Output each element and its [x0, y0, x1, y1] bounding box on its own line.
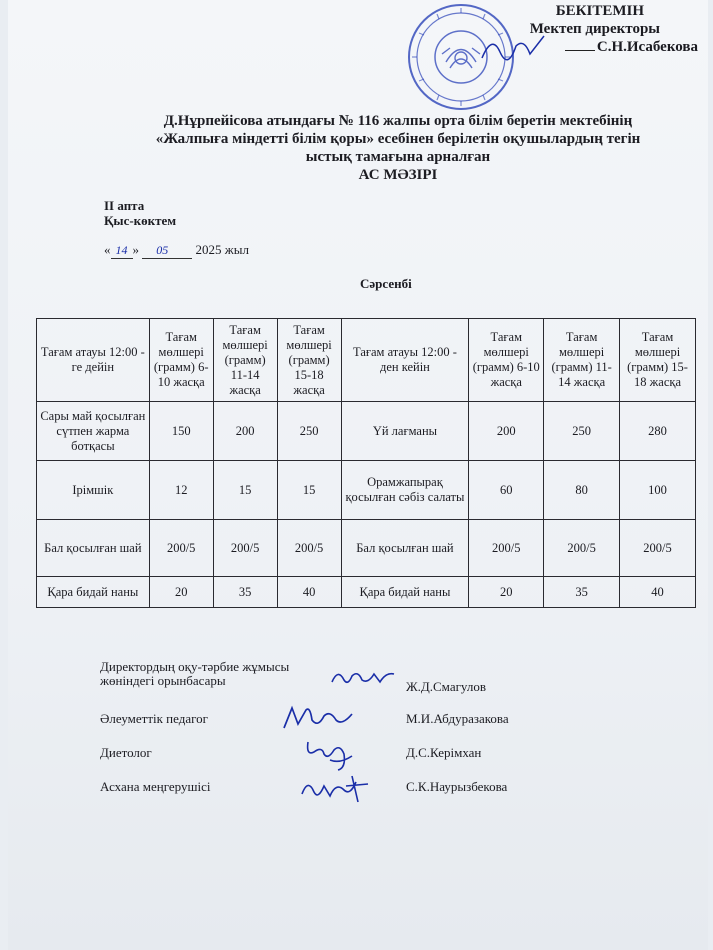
signatory-name: М.И.Абдуразакова	[406, 711, 509, 726]
portion-cell: 200/5	[544, 520, 620, 577]
dish-cell: Қара бидай наны	[341, 577, 469, 608]
handwritten-signature	[328, 664, 398, 690]
date-year: 2025 жыл	[195, 242, 249, 257]
portion-cell: 20	[149, 577, 213, 608]
date-line	[104, 242, 249, 259]
signature-line	[565, 50, 595, 51]
signatory-row	[100, 746, 660, 776]
header-portion-6-10-after: Тағам мөлшері (грамм) 6-10 жасқа	[469, 319, 544, 402]
portion-cell: 200	[469, 402, 544, 461]
dish-cell: Үй лағманы	[341, 402, 469, 461]
portion-cell: 100	[620, 461, 696, 520]
title-line-3: ыстық тамағына арналған	[305, 149, 491, 165]
title-line-4: АС МӘЗІРІ	[358, 167, 438, 183]
portion-cell: 80	[544, 461, 620, 520]
portion-cell: 200/5	[620, 520, 696, 577]
dish-cell: Қара бидай наны	[37, 577, 150, 608]
table-row	[37, 577, 696, 608]
portion-cell: 40	[620, 577, 696, 608]
dish-cell: Бал қосылған шай	[37, 520, 150, 577]
header-dish-after-noon: Тағам атауы 12:00 - ден кейін	[341, 319, 469, 402]
director-signature	[478, 28, 548, 68]
signatory-role: Асхана меңгерушісі	[100, 779, 211, 794]
handwritten-signature	[300, 734, 360, 774]
menu-table	[36, 318, 696, 608]
portion-cell: 15	[277, 461, 341, 520]
portion-cell: 35	[544, 577, 620, 608]
title-line-2: «Жалпыға міндетті білім қоры» есебінен берілетін оқушылардың тегін	[155, 131, 641, 147]
signatory-row	[100, 659, 660, 694]
portion-cell: 15	[213, 461, 277, 520]
date-day: 14	[111, 243, 133, 259]
document-title	[118, 112, 678, 184]
date-month: 05	[142, 243, 192, 259]
header-portion-15-18-after: Тағам мөлшері (грамм) 15-18 жасқа	[620, 319, 696, 402]
table-row	[37, 520, 696, 577]
signatory-name: Д.С.Керімхан	[406, 745, 482, 760]
document-page	[8, 0, 708, 950]
signatory-row	[100, 780, 660, 810]
portion-cell: 200/5	[469, 520, 544, 577]
signatory-role: Әлеуметтік педагог	[100, 711, 208, 726]
approval-heading: БЕКІТЕМІН	[555, 3, 644, 19]
signatory-role: Диетолог	[100, 745, 152, 760]
portion-cell: 200/5	[277, 520, 341, 577]
header-portion-6-10: Тағам мөлшері (грамм) 6-10 жасқа	[149, 319, 213, 402]
portion-cell: 60	[469, 461, 544, 520]
signatory-name: С.К.Наурызбекова	[406, 779, 508, 794]
table-row	[37, 461, 696, 520]
signatory-name: Ж.Д.Смагулов	[406, 679, 486, 694]
header-dish-before-noon: Тағам атауы 12:00 - ге дейін	[37, 319, 150, 402]
date-close-quote: »	[132, 242, 139, 257]
portion-cell: 12	[149, 461, 213, 520]
portion-cell: 35	[213, 577, 277, 608]
portion-cell: 150	[149, 402, 213, 461]
dish-cell: Сары май қосылған сүтпен жарма ботқасы	[37, 402, 150, 461]
weekday-label: Сәрсенбі	[360, 276, 412, 291]
portion-cell: 200/5	[213, 520, 277, 577]
portion-cell: 280	[620, 402, 696, 461]
signatory-role: Директордың оқу-тәрбие жұмысы жөніндегі орынбасары	[100, 659, 290, 688]
dish-cell: Бал қосылған шай	[341, 520, 469, 577]
handwritten-signature	[278, 702, 358, 736]
portion-cell: 20	[469, 577, 544, 608]
season-label: Қыс-көктем	[104, 213, 177, 228]
dish-cell: Ірімшік	[37, 461, 150, 520]
date-open-quote: «	[104, 242, 111, 257]
portion-cell: 250	[544, 402, 620, 461]
dish-cell: Орамжапырақ қосылған сәбіз салаты	[341, 461, 469, 520]
title-line-1: Д.Нұрпейісова атындағы № 116 жалпы орта білім беретін мектебінің	[163, 113, 633, 129]
header-portion-15-18: Тағам мөлшері (грамм) 15-18 жасқа	[277, 319, 341, 402]
handwritten-signature	[296, 772, 376, 806]
table-header-row	[37, 319, 696, 402]
portion-cell: 40	[277, 577, 341, 608]
header-portion-11-14-after: Тағам мөлшері (грамм) 11-14 жасқа	[544, 319, 620, 402]
portion-cell: 250	[277, 402, 341, 461]
approval-position: Мектеп директоры	[529, 21, 660, 37]
portion-cell: 200/5	[149, 520, 213, 577]
signatory-row	[100, 712, 660, 742]
approval-director-name: С.Н.Исабекова	[596, 39, 698, 55]
header-portion-11-14: Тағам мөлшері (грамм) 11-14 жасқа	[213, 319, 277, 402]
table-row	[37, 402, 696, 461]
portion-cell: 200	[213, 402, 277, 461]
week-label: ІІ апта	[104, 198, 145, 213]
